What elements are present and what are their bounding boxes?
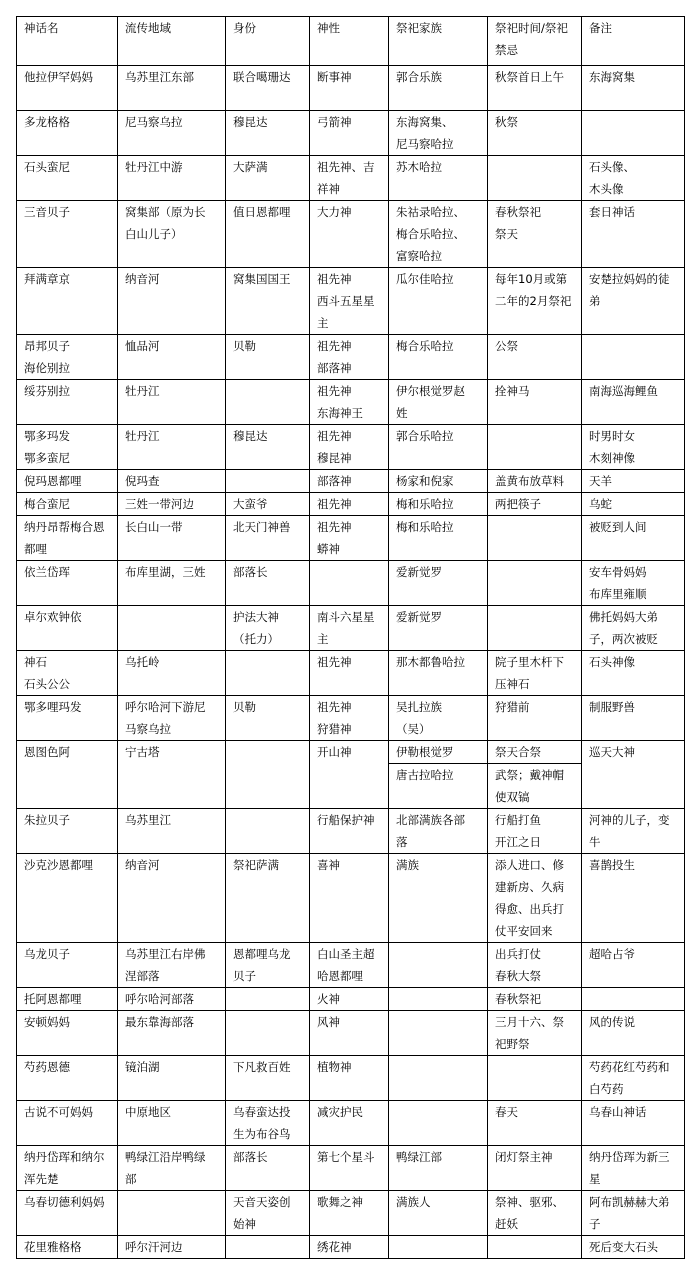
cell-notes: 死后变大石头 xyxy=(582,1236,685,1259)
table-row xyxy=(17,470,685,493)
table-row xyxy=(17,854,685,943)
column-header-clan: 祭祀家族 xyxy=(389,17,488,66)
table-row xyxy=(17,1236,685,1259)
cell-divinity: 喜神 xyxy=(310,854,389,943)
cell-identity: 联合噶珊达 xyxy=(226,66,310,111)
cell-notes: 河神的儿子，变 牛 xyxy=(582,809,685,854)
cell-region: 长白山一带 xyxy=(118,516,226,561)
cell-myth-name: 卓尔欢钟依 xyxy=(17,606,118,651)
cell-ritual-time xyxy=(488,1056,582,1101)
cell-clan: 梅合乐哈拉 xyxy=(389,335,488,380)
cell-divinity: 开山神 xyxy=(310,741,389,809)
cell-identity: 下凡救百姓 xyxy=(226,1056,310,1101)
cell-clan xyxy=(389,1011,488,1056)
cell-ritual-time xyxy=(488,516,582,561)
cell-region: 乌苏里江右岸佛 涅部落 xyxy=(118,943,226,988)
cell-clan: 郭合乐哈拉 xyxy=(389,425,488,470)
cell-ritual-time: 公祭 xyxy=(488,335,582,380)
table-row xyxy=(17,606,685,651)
column-header-identity: 身份 xyxy=(226,17,310,66)
cell-notes: 套日神话 xyxy=(582,201,685,268)
cell-identity: 穆昆达 xyxy=(226,425,310,470)
cell-divinity: 祖先神、吉 祥神 xyxy=(310,156,389,201)
cell-myth-name: 乌春切德利妈妈 xyxy=(17,1191,118,1236)
cell-notes: 时男时女 木刻神像 xyxy=(582,425,685,470)
column-header-notes: 备注 xyxy=(582,17,685,66)
cell-identity: 大蛮爷 xyxy=(226,493,310,516)
cell-clan: 朱祜录哈拉、 梅合乐哈拉、 富察哈拉 xyxy=(389,201,488,268)
cell-clan: 梅和乐哈拉 xyxy=(389,516,488,561)
cell-ritual-time: 出兵打仗 春秋大祭 xyxy=(488,943,582,988)
cell-ritual-time xyxy=(488,561,582,606)
cell-clan xyxy=(389,943,488,988)
cell-myth-name: 他拉伊罕妈妈 xyxy=(17,66,118,111)
cell-notes xyxy=(582,111,685,156)
cell-region: 三姓一带河边 xyxy=(118,493,226,516)
cell-divinity: 祖先神 穆昆神 xyxy=(310,425,389,470)
cell-divinity: 绣花神 xyxy=(310,1236,389,1259)
cell-ritual-time: 盖黄布放草料 xyxy=(488,470,582,493)
table-row xyxy=(17,651,685,696)
column-header-ritual-time: 祭祀时间/祭祀禁忌 xyxy=(488,17,582,66)
cell-divinity: 白山圣主超 哈恩都哩 xyxy=(310,943,389,988)
cell-notes: 乌蛇 xyxy=(582,493,685,516)
cell-clan xyxy=(389,1101,488,1146)
cell-clan xyxy=(389,1056,488,1101)
table-row xyxy=(17,988,685,1011)
cell-region xyxy=(118,606,226,651)
cell-identity: 北天门神兽 xyxy=(226,516,310,561)
cell-divinity: 祖先神 东海神王 xyxy=(310,380,389,425)
table-row xyxy=(17,696,685,741)
cell-ritual-time: 春秋祭祀 xyxy=(488,988,582,1011)
cell-region: 呼尔哈河下游尼 马察乌拉 xyxy=(118,696,226,741)
cell-notes: 佛托妈妈大弟 子，两次被贬 xyxy=(582,606,685,651)
table-row xyxy=(17,380,685,425)
cell-region: 倪玛查 xyxy=(118,470,226,493)
cell-notes: 安楚拉妈妈的徒 弟 xyxy=(582,268,685,335)
cell-myth-name: 绥芬别拉 xyxy=(17,380,118,425)
cell-ritual-time: 秋祭首日上午 xyxy=(488,66,582,111)
cell-divinity: 大力神 xyxy=(310,201,389,268)
cell-divinity: 祖先神 部落神 xyxy=(310,335,389,380)
table-row xyxy=(17,1011,685,1056)
cell-region: 恤品河 xyxy=(118,335,226,380)
cell-notes: 风的传说 xyxy=(582,1011,685,1056)
cell-divinity: 风神 xyxy=(310,1011,389,1056)
cell-clan: 伊尔根觉罗赵 姓 xyxy=(389,380,488,425)
table-row xyxy=(17,156,685,201)
cell-clan: 那木都鲁哈拉 xyxy=(389,651,488,696)
cell-identity xyxy=(226,809,310,854)
cell-identity: 窝集国国王 xyxy=(226,268,310,335)
cell-myth-name: 多龙格格 xyxy=(17,111,118,156)
cell-myth-name: 倪玛恩都哩 xyxy=(17,470,118,493)
cell-region: 尼马察乌拉 xyxy=(118,111,226,156)
table-row xyxy=(17,741,685,764)
cell-region: 最东靠海部落 xyxy=(118,1011,226,1056)
cell-notes: 安车骨妈妈 布库里雍顺 xyxy=(582,561,685,606)
cell-notes: 阿布凯赫赫大弟 子 xyxy=(582,1191,685,1236)
cell-notes: 喜鹊投生 xyxy=(582,854,685,943)
cell-identity: 乌春蛮达投 生为布谷鸟 xyxy=(226,1101,310,1146)
cell-region: 镜泊湖 xyxy=(118,1056,226,1101)
cell-myth-name: 鄂多哩玛发 xyxy=(17,696,118,741)
cell-clan: 苏木哈拉 xyxy=(389,156,488,201)
cell-notes: 石头神像 xyxy=(582,651,685,696)
cell-notes: 芍药花红芍药和 白芍药 xyxy=(582,1056,685,1101)
cell-myth-name: 神石 石头公公 xyxy=(17,651,118,696)
cell-notes xyxy=(582,988,685,1011)
table-row xyxy=(17,561,685,606)
table-row xyxy=(17,1056,685,1101)
table-row xyxy=(17,425,685,470)
cell-divinity: 弓箭神 xyxy=(310,111,389,156)
cell-ritual-time xyxy=(488,156,582,201)
cell-region: 鸭绿江沿岸鸭绿 部 xyxy=(118,1146,226,1191)
cell-region: 乌苏里江东部 xyxy=(118,66,226,111)
cell-myth-name: 石头蛮尼 xyxy=(17,156,118,201)
table-row xyxy=(17,66,685,111)
cell-identity xyxy=(226,988,310,1011)
cell-myth-name: 朱拉贝子 xyxy=(17,809,118,854)
cell-ritual-time: 闭灯祭主神 xyxy=(488,1146,582,1191)
cell-notes xyxy=(582,335,685,380)
table-row xyxy=(17,809,685,854)
cell-clan: 唐古拉哈拉 xyxy=(389,764,488,809)
cell-ritual-time: 行船打鱼 开江之日 xyxy=(488,809,582,854)
cell-ritual-time: 狩猎前 xyxy=(488,696,582,741)
cell-myth-name: 恩图色阿 xyxy=(17,741,118,809)
cell-myth-name: 古说不可妈妈 xyxy=(17,1101,118,1146)
cell-ritual-time: 春天 xyxy=(488,1101,582,1146)
cell-divinity: 部落神 xyxy=(310,470,389,493)
cell-divinity: 断事神 xyxy=(310,66,389,111)
cell-region: 窝集部（原为长 白山儿子） xyxy=(118,201,226,268)
cell-clan xyxy=(389,1236,488,1259)
cell-ritual-time: 院子里木杆下 压神石 xyxy=(488,651,582,696)
cell-myth-name: 三音贝子 xyxy=(17,201,118,268)
cell-notes: 被贬到人间 xyxy=(582,516,685,561)
cell-notes: 石头像、 木头像 xyxy=(582,156,685,201)
cell-ritual-time: 每年10月或第 二年的2月祭祀 xyxy=(488,268,582,335)
cell-clan: 满族 xyxy=(389,854,488,943)
header-row xyxy=(17,17,685,66)
cell-identity xyxy=(226,1011,310,1056)
cell-divinity: 祖先神 蟒神 xyxy=(310,516,389,561)
cell-myth-name: 拜满章京 xyxy=(17,268,118,335)
column-header-divinity: 神性 xyxy=(310,17,389,66)
table-row xyxy=(17,111,685,156)
cell-ritual-time: 春秋祭祀 祭天 xyxy=(488,201,582,268)
cell-clan: 瓜尔佳哈拉 xyxy=(389,268,488,335)
cell-divinity: 南斗六星星 主 xyxy=(310,606,389,651)
cell-identity: 穆昆达 xyxy=(226,111,310,156)
cell-identity: 贝勒 xyxy=(226,335,310,380)
cell-identity: 祭祀萨满 xyxy=(226,854,310,943)
cell-myth-name: 芍药恩德 xyxy=(17,1056,118,1101)
table-row xyxy=(17,1191,685,1236)
cell-ritual-time xyxy=(488,1236,582,1259)
cell-region: 中原地区 xyxy=(118,1101,226,1146)
cell-clan: 杨家和倪家 xyxy=(389,470,488,493)
cell-divinity xyxy=(310,561,389,606)
cell-identity xyxy=(226,470,310,493)
cell-myth-name: 鄂多玛发 鄂多蛮尼 xyxy=(17,425,118,470)
cell-notes: 东海窝集 xyxy=(582,66,685,111)
cell-identity: 值日恩都哩 xyxy=(226,201,310,268)
cell-region: 乌苏里江 xyxy=(118,809,226,854)
cell-myth-name: 乌龙贝子 xyxy=(17,943,118,988)
cell-myth-name: 昂邦贝子 海伦别拉 xyxy=(17,335,118,380)
cell-clan: 北部满族各部 落 xyxy=(389,809,488,854)
cell-notes: 南海巡海鲤鱼 xyxy=(582,380,685,425)
cell-notes: 制服野兽 xyxy=(582,696,685,741)
cell-identity: 大萨满 xyxy=(226,156,310,201)
cell-region: 牡丹江中游 xyxy=(118,156,226,201)
cell-notes: 乌春山神话 xyxy=(582,1101,685,1146)
table-row xyxy=(17,1146,685,1191)
cell-clan: 满族人 xyxy=(389,1191,488,1236)
cell-ritual-time xyxy=(488,425,582,470)
cell-identity xyxy=(226,651,310,696)
mythology-table xyxy=(16,16,685,1259)
cell-ritual-time: 秋祭 xyxy=(488,111,582,156)
table-row xyxy=(17,268,685,335)
cell-region: 牡丹江 xyxy=(118,425,226,470)
cell-divinity: 祖先神 狩猎神 xyxy=(310,696,389,741)
cell-identity: 恩都哩乌龙 贝子 xyxy=(226,943,310,988)
cell-ritual-time: 武祭；戴神帽 使双镐 xyxy=(488,764,582,809)
cell-ritual-time xyxy=(488,606,582,651)
cell-identity: 部落长 xyxy=(226,1146,310,1191)
cell-identity: 部落长 xyxy=(226,561,310,606)
cell-region: 呼尔哈河部落 xyxy=(118,988,226,1011)
cell-ritual-time: 两把筷子 xyxy=(488,493,582,516)
cell-divinity: 祖先神 西斗五星星 主 xyxy=(310,268,389,335)
cell-clan: 爱新觉罗 xyxy=(389,561,488,606)
cell-myth-name: 花里雅格格 xyxy=(17,1236,118,1259)
cell-identity: 天音天姿创 始神 xyxy=(226,1191,310,1236)
cell-myth-name: 梅合蛮尼 xyxy=(17,493,118,516)
cell-myth-name: 托阿恩都哩 xyxy=(17,988,118,1011)
cell-notes: 巡天大神 xyxy=(582,741,685,809)
cell-region: 纳音河 xyxy=(118,268,226,335)
cell-divinity: 歌舞之神 xyxy=(310,1191,389,1236)
cell-divinity: 火神 xyxy=(310,988,389,1011)
table-row xyxy=(17,943,685,988)
cell-divinity: 行船保护神 xyxy=(310,809,389,854)
cell-myth-name: 沙克沙恩都哩 xyxy=(17,854,118,943)
cell-identity: 护法大神 （托力） xyxy=(226,606,310,651)
cell-clan xyxy=(389,988,488,1011)
cell-region: 布库里湖，三姓 xyxy=(118,561,226,606)
cell-myth-name: 安顿妈妈 xyxy=(17,1011,118,1056)
cell-divinity: 祖先神 xyxy=(310,493,389,516)
column-header-myth-name: 神话名 xyxy=(17,17,118,66)
cell-clan: 东海窝集、 尼马察哈拉 xyxy=(389,111,488,156)
cell-divinity: 减灾护民 xyxy=(310,1101,389,1146)
cell-myth-name: 纳丹昂帮梅合恩 都哩 xyxy=(17,516,118,561)
cell-region: 牡丹江 xyxy=(118,380,226,425)
cell-clan: 吴扎拉族 （吴） xyxy=(389,696,488,741)
cell-clan: 郭合乐族 xyxy=(389,66,488,111)
cell-region xyxy=(118,1191,226,1236)
cell-ritual-time: 拴神马 xyxy=(488,380,582,425)
cell-ritual-time: 祭神、驱邪、 赶妖 xyxy=(488,1191,582,1236)
table-row xyxy=(17,493,685,516)
cell-ritual-time: 添人进口、修 建新房、久病 得愈、出兵打 仗平安回来 xyxy=(488,854,582,943)
cell-ritual-time: 三月十六、祭 祀野祭 xyxy=(488,1011,582,1056)
cell-clan: 爱新觉罗 xyxy=(389,606,488,651)
table-body xyxy=(17,66,685,1259)
cell-myth-name: 依兰岱珲 xyxy=(17,561,118,606)
cell-identity xyxy=(226,380,310,425)
cell-region: 纳音河 xyxy=(118,854,226,943)
column-header-region: 流传地域 xyxy=(118,17,226,66)
cell-clan: 梅和乐哈拉 xyxy=(389,493,488,516)
cell-clan: 鸭绿江部 xyxy=(389,1146,488,1191)
cell-notes: 超哈占爷 xyxy=(582,943,685,988)
cell-identity xyxy=(226,741,310,809)
cell-myth-name: 纳丹岱珲和纳尔 浑先楚 xyxy=(17,1146,118,1191)
table-row xyxy=(17,201,685,268)
cell-region: 乌托岭 xyxy=(118,651,226,696)
cell-divinity: 植物神 xyxy=(310,1056,389,1101)
cell-divinity: 第七个星斗 xyxy=(310,1146,389,1191)
table-row xyxy=(17,1101,685,1146)
cell-clan: 伊勒根觉罗 xyxy=(389,741,488,764)
table-row xyxy=(17,516,685,561)
cell-identity xyxy=(226,1236,310,1259)
table-row xyxy=(17,335,685,380)
cell-identity: 贝勒 xyxy=(226,696,310,741)
cell-region: 宁古塔 xyxy=(118,741,226,809)
cell-divinity: 祖先神 xyxy=(310,651,389,696)
cell-region: 呼尔汗河边 xyxy=(118,1236,226,1259)
cell-notes: 天羊 xyxy=(582,470,685,493)
cell-ritual-time: 祭天合祭 xyxy=(488,741,582,764)
cell-notes: 纳丹岱珲为新三 星 xyxy=(582,1146,685,1191)
